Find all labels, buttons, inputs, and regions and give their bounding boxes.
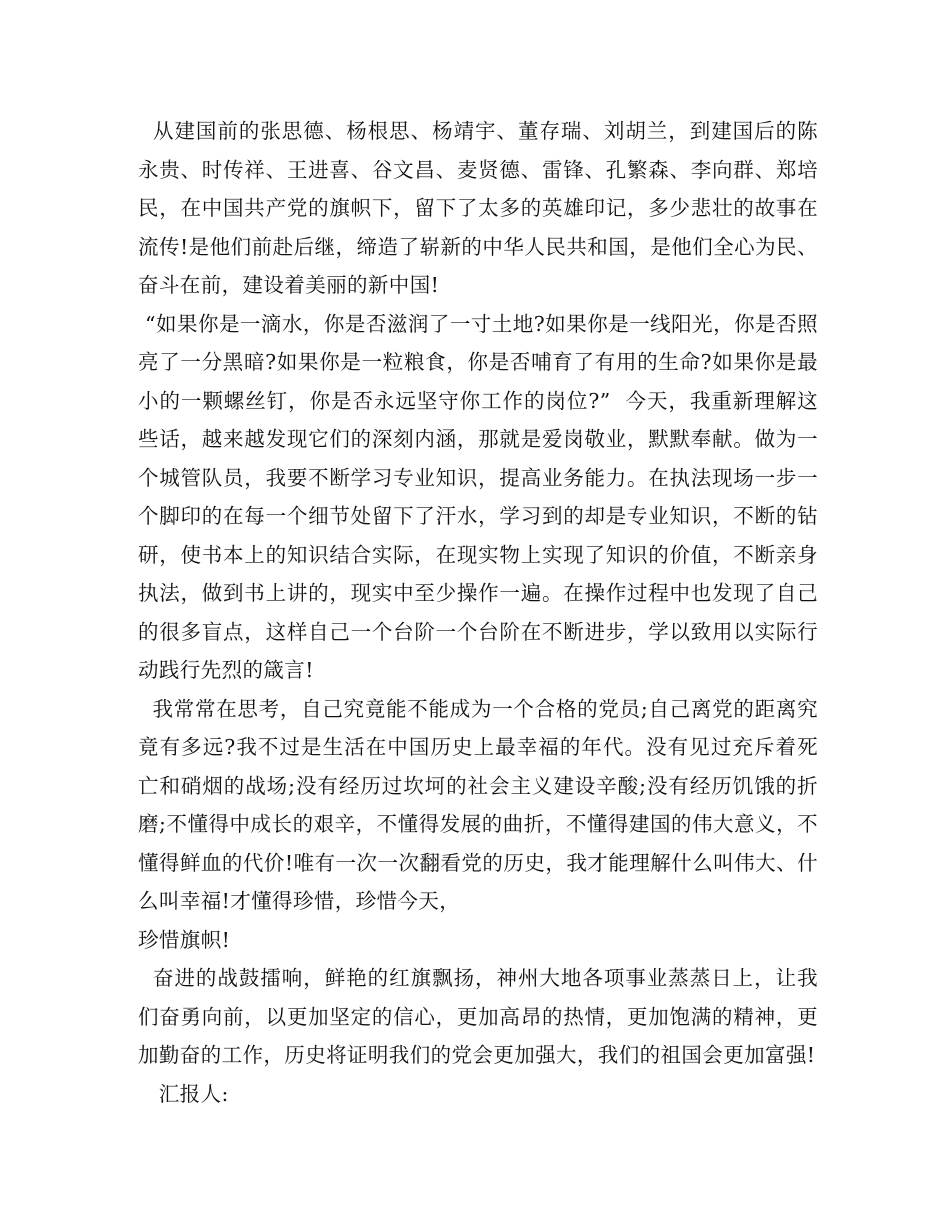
paragraph-heroes: 从建国前的张思德、杨根思、杨靖宇、董存瑞、刘胡兰，到建国后的陈永贵、时传祥、王进喜、谷文昌、麦贤德、雷锋、孔繁森、李向群、郑培民，在中国共产党的旗帜下，留下了太多的英雄印记，多少悲壮的故事在流传!是他们前赴后继，缔造了崭新的中华人民共和国，是他们全心为民、奋斗在前，建设着美丽的新中国!: [138, 119, 818, 297]
paragraph-cherish-flag: 珍惜旗帜!: [138, 927, 231, 952]
document-body: [138, 112, 818, 1113]
signature-line: 汇报人:: [138, 1081, 229, 1106]
paragraph-reflection: 我常常在思考，自己究竟能不能成为一个合格的党员;自己离党的距离究竟有多远?我不过是生活在中国历史上最幸福的年代。没有见过充斥着死亡和硝烟的战场;没有经历过坎坷的社会主义建设辛酸;没有经历饥饿的折磨;不懂得中成长的艰辛，不懂得发展的曲折，不懂得建国的伟大意义，不懂得鲜血的代价!唯有一次一次翻看党的历史，我才能理解什么叫伟大、什么叫幸福!才懂得珍惜，珍惜今天，: [138, 696, 818, 913]
paragraph-screw: “如果你是一滴水，你是否滋润了一寸土地?如果你是一线阳光，你是否照亮了一分黑暗?如果你是一粒粮食，你是否哺育了有用的生命?如果你是最小的一颗螺丝钉，你是否永远坚守你工作的岗位?” 今天，我重新理解这些话，越来越发现它们的深刻内涵，那就是爱岗敬业，默默奉献。做为一个城管队员，我要不断学习专业知识，提高业务能力。在执法现场一步一个脚印的在每一个细节处留下了汗水，学习到的却是专业知识，不断的钻研，使书本上的知识结合实际，在现实物上实现了知识的价值，不断亲身执法，做到书上讲的，现实中至少操作一遍。在操作过程中也发现了自己的很多盲点，这样自己一个台阶一个台阶在不断进步，学以致用以实际行动践行先烈的箴言!: [138, 311, 819, 682]
paragraph-conclusion: 奋进的战鼓擂响，鲜艳的红旗飘扬，神州大地各项事业蒸蒸日上，让我们奋勇向前，以更加坚定的信心，更加高昂的热情，更加饱满的精神，更加勤奋的工作，历史将证明我们的党会更加强大，我们的祖国会更加富强!: [138, 966, 818, 1067]
